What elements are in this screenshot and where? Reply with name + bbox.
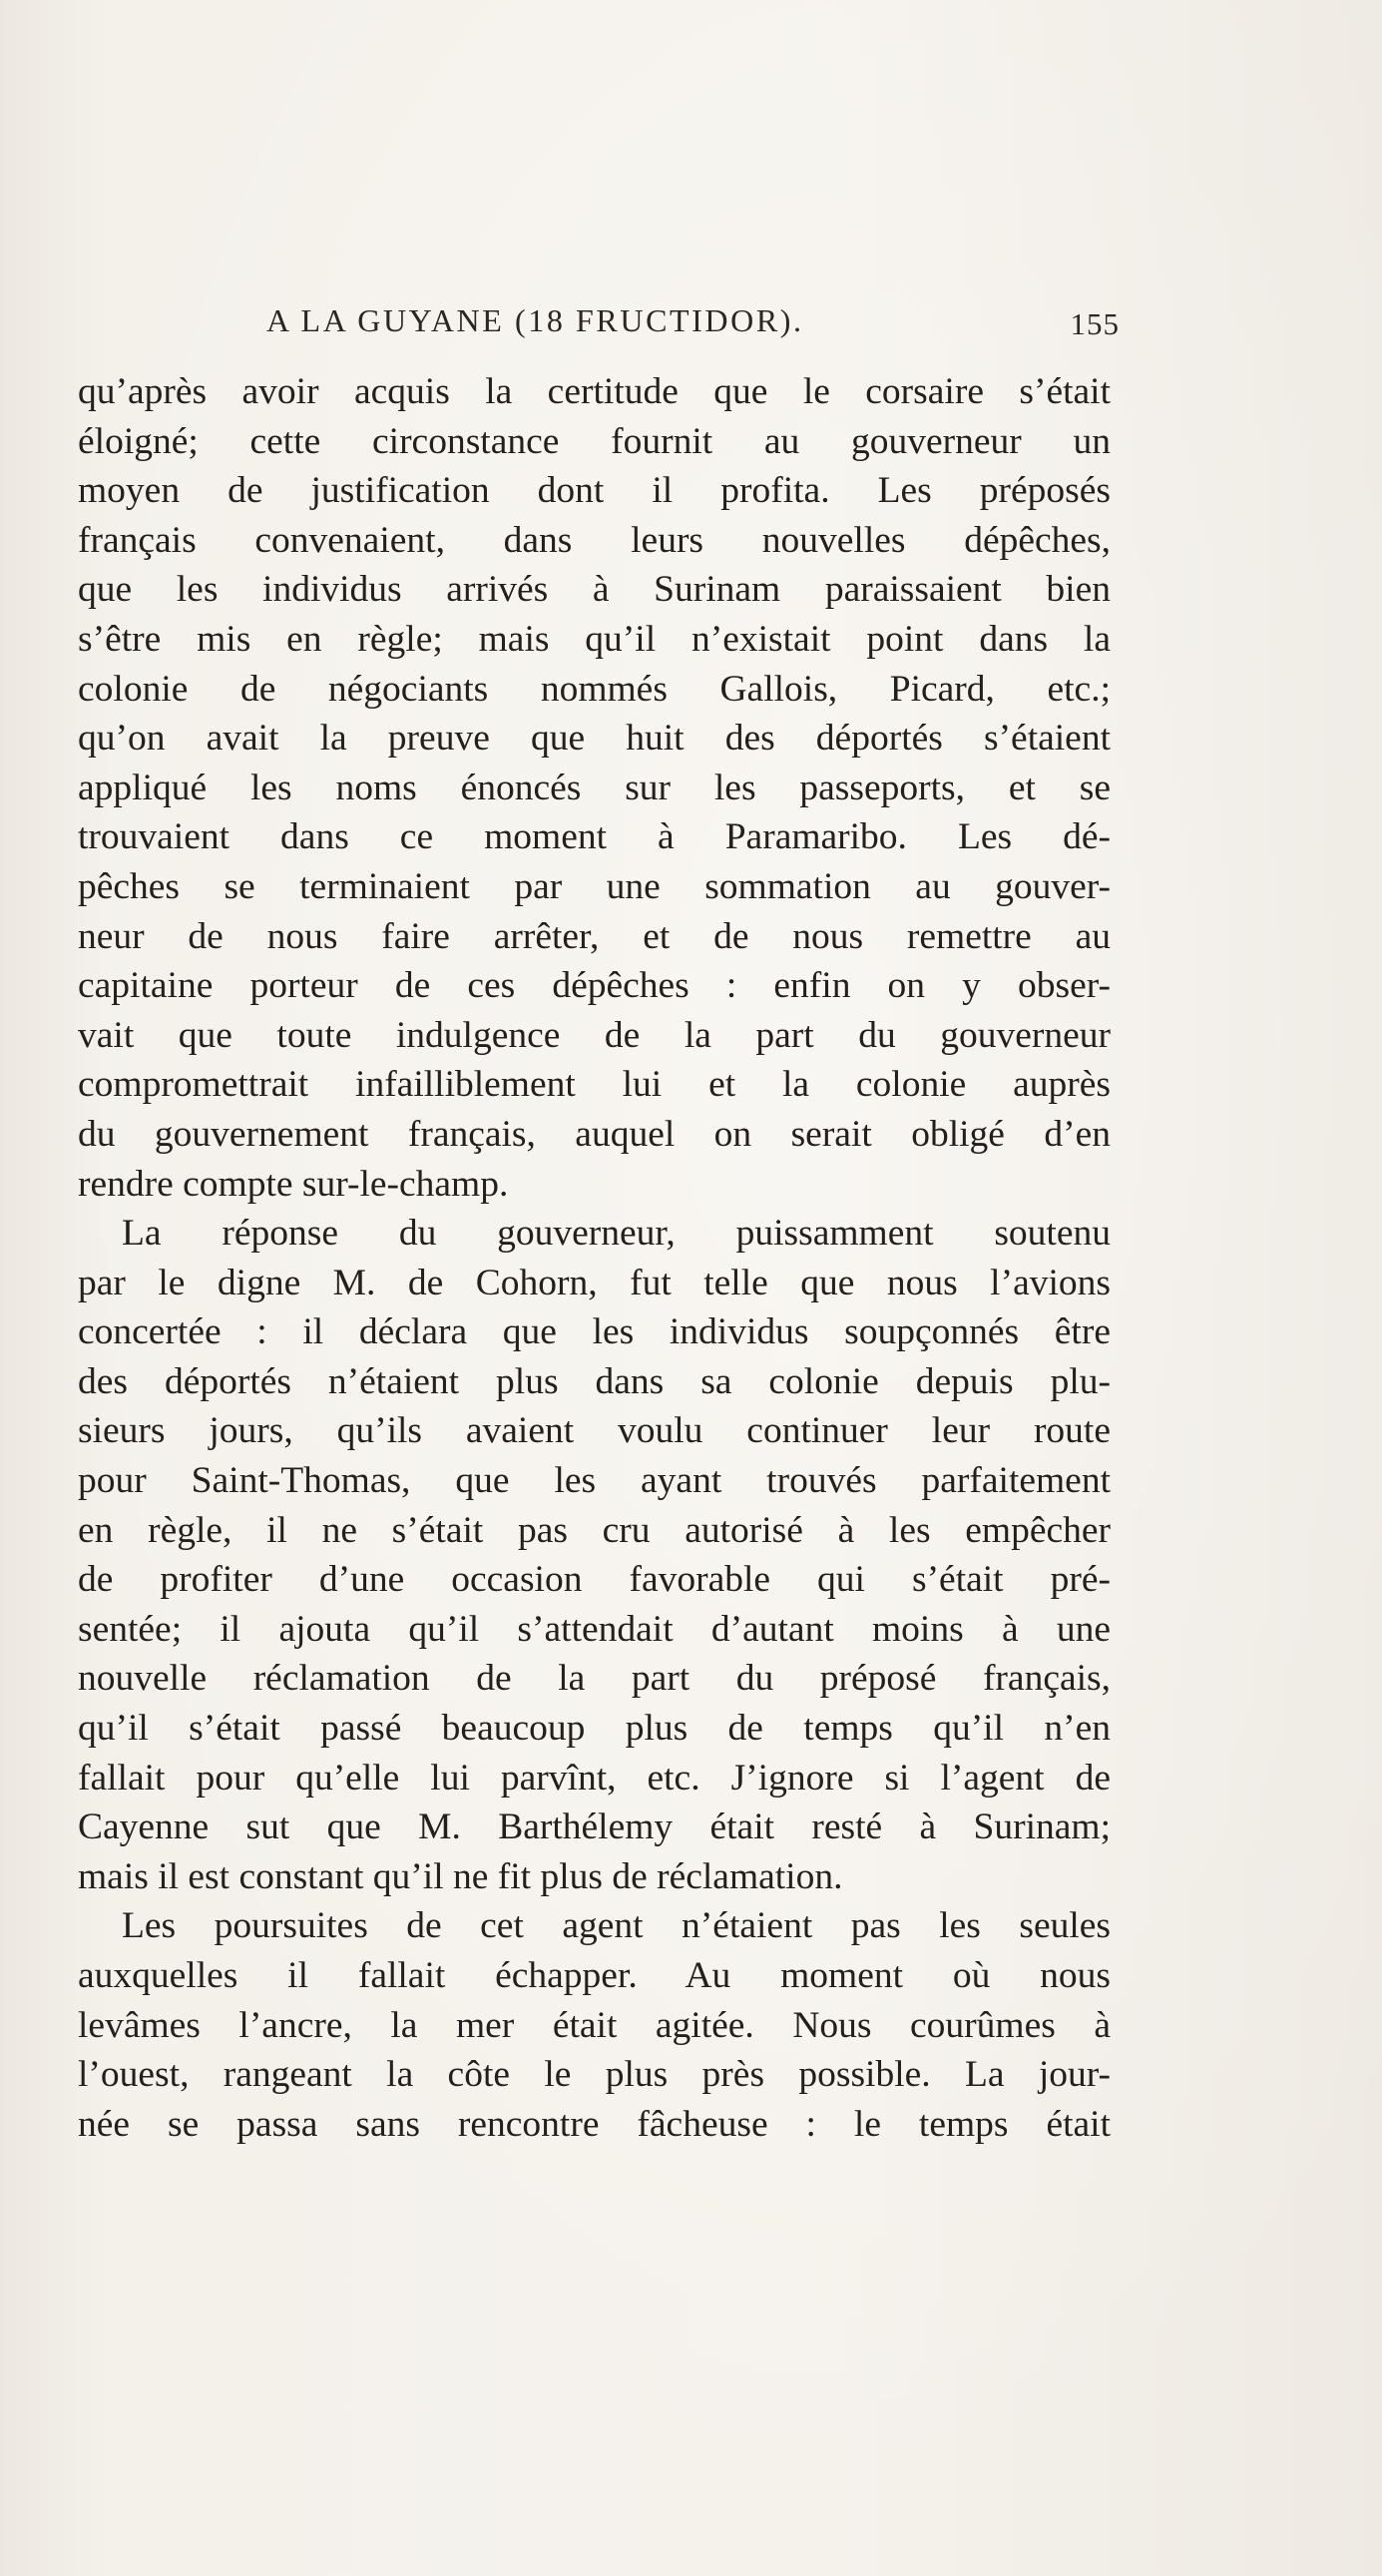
text-line: du gouvernement français, auquel on serait obligé d’en [78,1113,1111,1155]
text-line: des déportés n’étaient plus dans sa colonie depuis plu- [78,1360,1111,1402]
text-line: vait que toute indulgence de la part du gouverneur [78,1014,1111,1056]
page-number: 155 [1070,306,1120,341]
text-line: en règle, il ne s’était pas cru autorisé à les empêcher [78,1509,1111,1551]
text-line: sieurs jours, qu’ils avaient voulu continuer leur route [78,1410,1111,1452]
text-line: moyen de justification dont il profita. Les préposés [78,470,1111,512]
text-line: pêches se terminaient par une sommation au gouver- [78,865,1111,907]
text-line: fallait pour qu’elle lui parvînt, etc. J’ignore si l’agent de [78,1757,1111,1799]
text-line: nouvelle réclamation de la part du préposé français, [78,1658,1111,1700]
text-line: s’être mis en règle; mais qu’il n’existait point dans la [78,618,1111,660]
text-line: trouvaient dans ce moment à Paramaribo. Les dé- [78,816,1111,858]
body-text [78,367,1111,2149]
text-line: par le digne M. de Cohorn, fut telle que nous l’avions [78,1262,1111,1303]
running-title: A LA GUYANE (18 FRUCTIDOR). [266,302,804,338]
paragraph-first-line: Les poursuites de cet agent n’étaient pas les seules [122,1905,1111,1947]
text-line: de profiter d’une occasion favorable qui s’était pré- [78,1559,1111,1601]
text-line: sentée; il ajouta qu’il s’attendait d’autant moins à une [78,1608,1111,1650]
paragraph-end-line: mais il est constant qu’il ne fit plus de réclamation. [78,1855,843,1897]
text-line: colonie de négociants nommés Gallois, Picard, etc.; [78,668,1111,710]
text-line: auxquelles il fallait échapper. Au moment où nous [78,1955,1111,1996]
text-line: concertée : il déclara que les individus soupçonnés être [78,1311,1111,1353]
text-line: qu’il s’était passé beaucoup plus de temps qu’il n’en [78,1708,1111,1750]
text-line: levâmes l’ancre, la mer était agitée. Nous courûmes à [78,2004,1111,2046]
text-line: née se passa sans rencontre fâcheuse : le temps était [78,2103,1111,2145]
running-head [82,302,1120,348]
text-line: capitaine porteur de ces dépêches : enfin on y obser- [78,965,1111,1007]
text-line: neur de nous faire arrêter, et de nous remettre au [78,915,1111,957]
text-line: compromettrait infailliblement lui et la colonie auprès [78,1064,1111,1106]
text-line: que les individus arrivés à Surinam paraissaient bien [78,569,1111,611]
text-line: français convenaient, dans leurs nouvelles dépêches, [78,519,1111,561]
text-line: qu’après avoir acquis la certitude que le corsaire s’était [78,371,1111,412]
text-line: qu’on avait la preuve que huit des déportés s’étaient [78,718,1111,760]
text-line: pour Saint-Thomas, que les ayant trouvés parfaitement [78,1460,1111,1502]
text-line: l’ouest, rangeant la côte le plus près possible. La jour- [78,2054,1111,2096]
paragraph-end-line: rendre compte sur-le-champ. [78,1163,509,1205]
text-line: Cayenne sut que M. Barthélemy était resté à Surinam; [78,1806,1111,1848]
text-line: éloigné; cette circonstance fournit au gouverneur un [78,420,1111,462]
paragraph-first-line: La réponse du gouverneur, puissamment soutenu [122,1213,1111,1255]
text-line: appliqué les noms énoncés sur les passeports, et se [78,767,1111,808]
